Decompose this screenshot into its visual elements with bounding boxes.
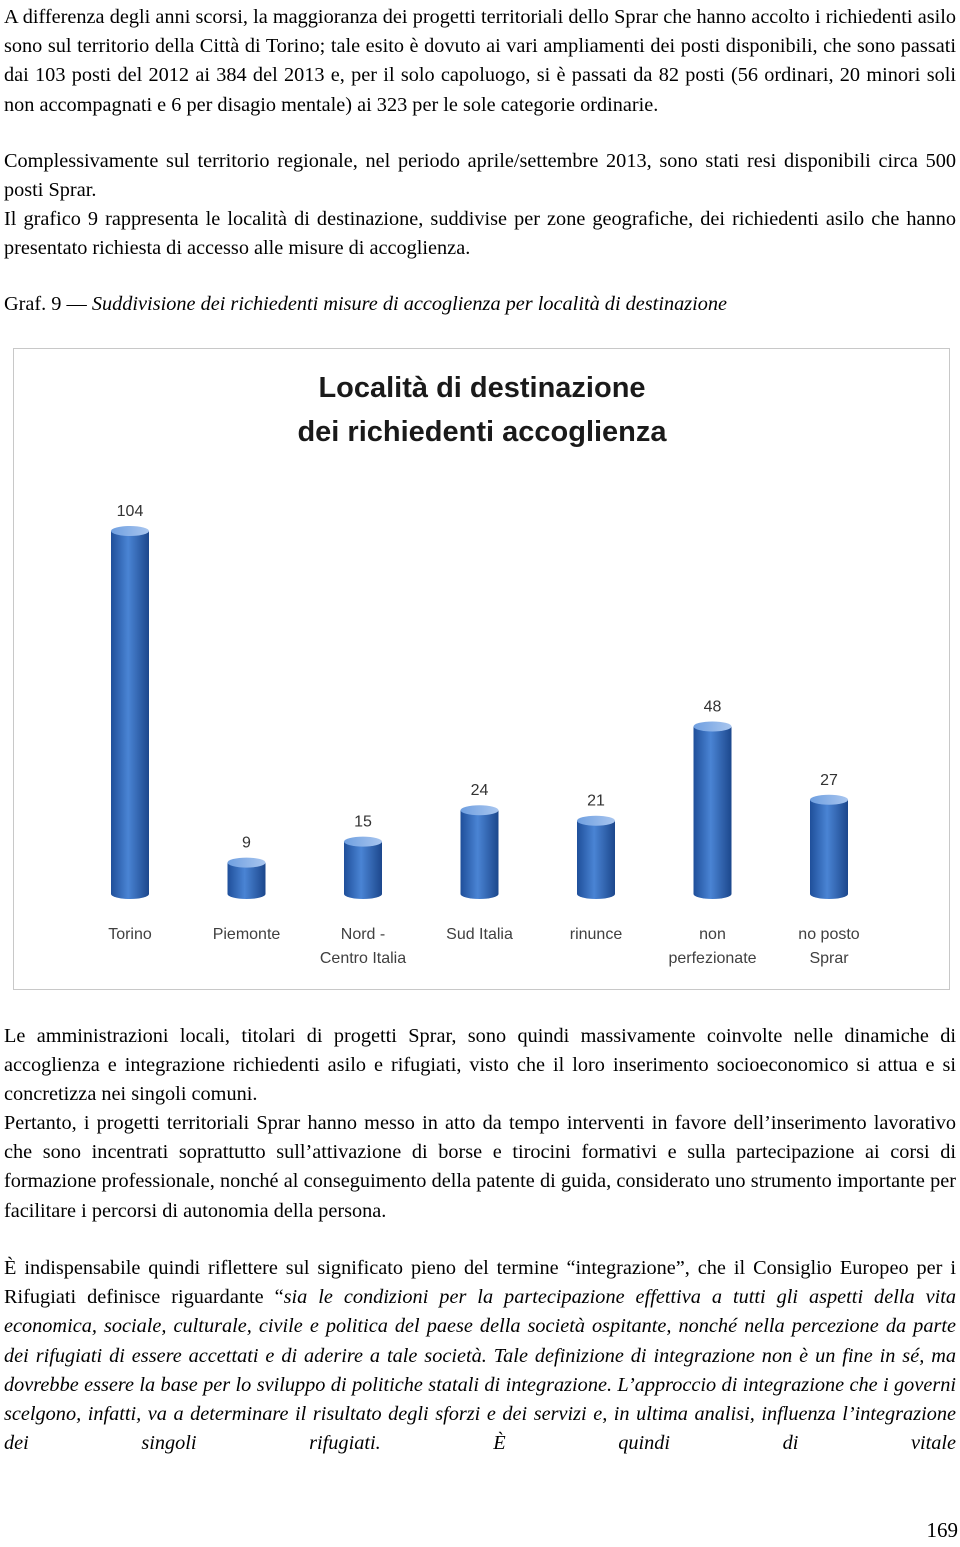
chart-title-line: dei richiedenti accoglienza xyxy=(297,416,667,448)
figure-caption xyxy=(4,290,956,319)
bar xyxy=(694,721,732,899)
bar-cap xyxy=(461,805,499,815)
category-label: non xyxy=(699,926,726,943)
bar-body xyxy=(228,863,266,899)
bar-data-label: 48 xyxy=(703,698,722,716)
bar-data-label: 27 xyxy=(820,771,838,789)
bar-cap xyxy=(810,795,848,805)
paragraph-intro: A differenza degli anni scorsi, la maggioranza dei progetti territoriali dello Sprar che hanno accolto i richiedenti asilo sono sul territorio della Città di Torino; tale esito è dovuto ai vari ampliamenti dei posti disponibili, che sono passati dai 103 posti del 2012 ai 384 del 2013 e, per il solo capoluogo, si è passati da 82 posti (56 ordinari, 20 minori soli non accompagnati e 6 per disagio mentale) ai 323 per le sole categorie ordinarie. xyxy=(4,6,956,116)
category-label: Sprar xyxy=(809,950,849,967)
paragraph-job-integration: Pertanto, i progetti territoriali Sprar hanno messo in atto da tempo interventi in favore dell’inserimento lavorativo che sono incentrati soprattutto sull’attivazione di borse e tirocini formativi e sulla partecipazione ai corsi di formazione professionale, nonché al conseguimento della patente di guida, considerato uno strumento importante per facilitare i percorsi di autonomia della persona. xyxy=(4,1112,956,1222)
chart-title-line: Località di destinazione xyxy=(318,372,646,404)
paragraph-integration-definition xyxy=(4,1254,956,1458)
paragraph-integration-intro: È indispensabile quindi riflettere sul significato pieno del termine “integrazione”, che il Consiglio Europeo per i Rifugiati definisce riguardante “ xyxy=(4,1257,956,1309)
paragraph-chart-reference: Il grafico 9 rappresenta le località di destinazione, suddivise per zone geografiche, dei richiedenti asilo che hanno presentato richiesta di accesso alle misure di accoglienza. xyxy=(4,208,956,260)
bar-chart-svg xyxy=(14,349,951,991)
bar-body xyxy=(461,810,499,899)
category-label: no posto xyxy=(798,926,860,943)
bar-body xyxy=(111,531,149,899)
page-number: 169 xyxy=(926,1518,958,1542)
bar xyxy=(577,816,615,899)
bar-chart xyxy=(13,348,950,990)
category-label: Piemonte xyxy=(212,926,281,943)
bar-data-label: 15 xyxy=(354,813,372,831)
category-label: Torino xyxy=(108,926,152,943)
bar xyxy=(344,837,382,899)
bar-body xyxy=(577,821,615,899)
bar-cap xyxy=(228,858,266,868)
bar-body xyxy=(694,726,732,899)
category-label: Sud Italia xyxy=(446,926,513,943)
category-label: perfezionate xyxy=(668,950,757,967)
bar-body xyxy=(344,842,382,899)
category-label: Centro Italia xyxy=(319,950,407,967)
bar-cap xyxy=(344,837,382,847)
figure-caption-label: Graf. 9 — xyxy=(4,293,92,315)
bar xyxy=(228,858,266,899)
bar-cap xyxy=(577,816,615,826)
bar-cap xyxy=(111,526,149,536)
paragraph-regional-total: Complessivamente sul territorio regionale, nel periodo aprile/settembre 2013, sono stati resi disponibili circa 500 posti Sprar. xyxy=(4,150,956,202)
bar-data-label: 9 xyxy=(242,834,251,852)
paragraph-local-administrations: Le amministrazioni locali, titolari di progetti Sprar, sono quindi massivamente coinvolte nelle dinamiche di accoglienza e integrazione richiedenti asilo e rifugiati, visto che il loro inserimento socioeconomico si attua e si concretizza nei singoli comuni. xyxy=(4,1025,956,1106)
bar-body xyxy=(810,800,848,899)
bar-data-label: 24 xyxy=(470,782,489,800)
bar xyxy=(810,795,848,899)
bar-data-label: 104 xyxy=(116,503,144,520)
bar xyxy=(461,805,499,899)
bar xyxy=(111,526,149,899)
category-label: rinunce xyxy=(569,926,623,943)
bar-data-label: 21 xyxy=(587,792,605,810)
figure-caption-text: Suddivisione dei richiedenti misure di accoglienza per località di destinazione xyxy=(91,293,728,315)
bar-cap xyxy=(694,721,732,731)
paragraph-integration-quote: sia le condizioni per la partecipazione effettiva a tutti gli aspetti della vita economica, sociale, culturale, civile e politica del paese della società ospitante, nonché nella percezione da parte dei rifugiati di essere accettati e di aderire a tale società. Tale definizione di integrazione non è un fine in sé, ma dovrebbe essere la base per lo sviluppo di politiche statali di integrazione. L’approccio di integrazione che i governi scelgono, infatti, va a determinare il risultato degli sforzi e dei servizi e, in ultima analisi, influenza l’integrazione dei singoli rifugiati. È quindi di vitale xyxy=(4,1286,956,1455)
category-label: Nord - xyxy=(340,926,386,943)
